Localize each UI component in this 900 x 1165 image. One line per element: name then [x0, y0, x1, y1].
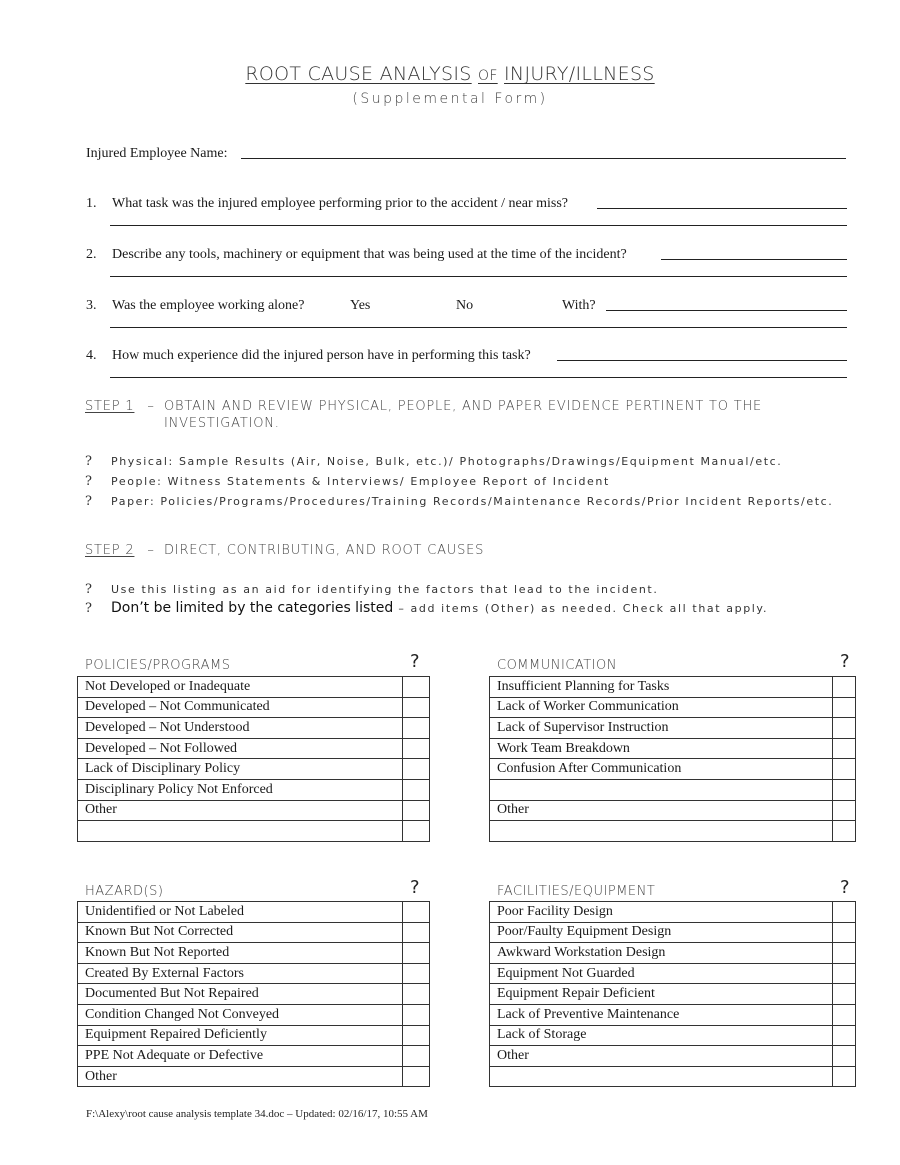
step1-bullet-paper: [85, 494, 833, 509]
row-label: Unidentified or Not Labeled: [78, 902, 403, 923]
step2-heading: [85, 543, 163, 558]
table-row: [490, 718, 856, 739]
bullet-emphasis-text: Don’t be limited by the categories listed: [111, 600, 394, 616]
row-label: Other: [490, 800, 833, 821]
table-row: [490, 697, 856, 718]
employee-name-field[interactable]: [241, 158, 846, 159]
q4-answer-line2[interactable]: [110, 377, 847, 378]
form-subtitle: (Supplemental Form): [352, 91, 548, 107]
bullet-text: Paper: Policies/Programs/Procedures/Training Records/Maintenance Records/Prior Incident Reports/etc.: [111, 495, 834, 508]
check-box[interactable]: [403, 738, 430, 759]
row-label: Known But Not Corrected: [78, 922, 403, 943]
check-box[interactable]: [833, 677, 856, 698]
hazards-table-body: [78, 902, 430, 1087]
q3-with-answer[interactable]: [606, 310, 847, 311]
table-row: [78, 718, 430, 739]
row-label: Insufficient Planning for Tasks: [490, 677, 833, 698]
communication-table-title: COMMUNICATION: [497, 658, 618, 673]
row-label: Other: [78, 800, 403, 821]
table-row: [490, 677, 856, 698]
table-row: [78, 922, 430, 943]
table-row: [78, 1046, 430, 1067]
form-title: [0, 63, 900, 85]
table-row: [78, 800, 430, 821]
title-part2: INJURY/ILLNESS: [504, 63, 655, 85]
step1-label: STEP 1: [85, 399, 135, 414]
table-row: [78, 902, 430, 923]
policies-check-column-mark: ?: [410, 651, 420, 672]
table-row: [78, 697, 430, 718]
check-box[interactable]: [833, 902, 856, 923]
row-label: Poor Facility Design: [490, 902, 833, 923]
row-label: Documented But Not Repaired: [78, 984, 403, 1005]
step1-text-line2: INVESTIGATION.: [164, 416, 280, 431]
q3-text: Was the employee working alone?: [112, 298, 305, 313]
row-label: Equipment Not Guarded: [490, 963, 833, 984]
check-box[interactable]: [833, 984, 856, 1005]
bullet-text: Physical: Sample Results (Air, Noise, Bulk, etc.)/ Photographs/Drawings/Equipment Manual/etc.: [111, 455, 783, 468]
bullet-text: People: Witness Statements & Interviews/ Employee Report of Incident: [111, 475, 610, 488]
hazards-table: [77, 901, 430, 1087]
row-label: Condition Changed Not Conveyed: [78, 1004, 403, 1025]
q3-number: 3.: [86, 298, 97, 313]
row-label: Developed – Not Followed: [78, 738, 403, 759]
check-box[interactable]: [403, 1025, 430, 1046]
check-box[interactable]: [403, 759, 430, 780]
table-row: [490, 800, 856, 821]
step2-text: DIRECT, CONTRIBUTING, AND ROOT CAUSES: [164, 543, 485, 558]
check-box[interactable]: [833, 922, 856, 943]
q1-number: 1.: [86, 196, 97, 211]
row-label: Developed – Not Communicated: [78, 697, 403, 718]
bullet-mark: ?: [85, 601, 92, 616]
communication-table: [489, 676, 856, 842]
table-row: [490, 984, 856, 1005]
q4-number: 4.: [86, 348, 97, 363]
check-box[interactable]: [833, 779, 856, 800]
table-row: [490, 759, 856, 780]
q2-text: Describe any tools, machinery or equipment that was being used at the time of the incident?: [112, 247, 627, 262]
footer-file-path: F:\Alexy\root cause analysis template 34.doc – Updated: 02/16/17, 10:55 AM: [86, 1108, 428, 1120]
table-row: [78, 1004, 430, 1025]
check-box[interactable]: [833, 738, 856, 759]
check-box[interactable]: [833, 1066, 856, 1087]
table-row: [490, 1066, 856, 1087]
q4-text: How much experience did the injured person have in performing this task?: [112, 348, 531, 363]
check-box[interactable]: [403, 718, 430, 739]
bullet-mark: ?: [85, 494, 92, 509]
table-row: [78, 963, 430, 984]
q1-text: What task was the injured employee performing prior to the accident / near miss?: [112, 196, 569, 211]
table-row: [78, 677, 430, 698]
row-label: Poor/Faulty Equipment Design: [490, 922, 833, 943]
row-label: Confusion After Communication: [490, 759, 833, 780]
table-row: [78, 738, 430, 759]
row-label: PPE Not Adequate or Defective: [78, 1046, 403, 1067]
step2-dash: –: [147, 543, 155, 558]
step1-dash: –: [147, 399, 155, 414]
table-row: [490, 821, 856, 842]
step1-bullet-people: [85, 474, 610, 489]
check-box[interactable]: [403, 779, 430, 800]
table-row: [490, 738, 856, 759]
bullet-mark: ?: [85, 474, 92, 489]
row-label: Equipment Repaired Deficiently: [78, 1025, 403, 1046]
check-box[interactable]: [833, 1046, 856, 1067]
facilities-table-title: FACILITIES/EQUIPMENT: [497, 884, 656, 899]
row-label: Lack of Disciplinary Policy: [78, 759, 403, 780]
check-box[interactable]: [833, 1004, 856, 1025]
q3-with-label: With?: [562, 298, 596, 313]
title-of: OF: [478, 68, 498, 84]
q3-answer-line2[interactable]: [110, 327, 847, 328]
table-row: [490, 1004, 856, 1025]
row-label: Work Team Breakdown: [490, 738, 833, 759]
check-box[interactable]: [403, 1066, 430, 1087]
table-row: [78, 779, 430, 800]
check-box[interactable]: [403, 1046, 430, 1067]
check-box[interactable]: [403, 963, 430, 984]
table-row: [78, 1025, 430, 1046]
step1-bullet-physical: [85, 454, 782, 469]
table-row: [490, 943, 856, 964]
step1-heading: [85, 399, 163, 414]
policies-table: [77, 676, 430, 842]
table-row: [490, 1025, 856, 1046]
table-row: [490, 1046, 856, 1067]
q2-answer-line1[interactable]: [661, 259, 847, 260]
bullet-text: Use this listing as an aid for identifying the factors that lead to the incident.: [111, 583, 659, 596]
q4-answer-line1[interactable]: [557, 360, 847, 361]
check-box[interactable]: [403, 922, 430, 943]
row-label: Lack of Supervisor Instruction: [490, 718, 833, 739]
communication-table-body: [490, 677, 856, 842]
q1-answer-line2[interactable]: [110, 225, 847, 226]
check-box[interactable]: [403, 677, 430, 698]
check-box[interactable]: [403, 800, 430, 821]
bullet-text: – add items (Other) as needed. Check all that apply.: [398, 602, 769, 615]
policies-table-title: POLICIES/PROGRAMS: [85, 658, 231, 673]
check-box[interactable]: [833, 1025, 856, 1046]
check-box[interactable]: [833, 800, 856, 821]
row-label: Lack of Preventive Maintenance: [490, 1004, 833, 1025]
table-row: [490, 779, 856, 800]
row-label: Equipment Repair Deficient: [490, 984, 833, 1005]
hazards-table-title: HAZARD(S): [85, 884, 164, 899]
facilities-table: [489, 901, 856, 1087]
table-row: [78, 821, 430, 842]
q2-number: 2.: [86, 247, 97, 262]
row-label: Not Developed or Inadequate: [78, 677, 403, 698]
row-label: Lack of Storage: [490, 1025, 833, 1046]
row-label: Disciplinary Policy Not Enforced: [78, 779, 403, 800]
row-label[interactable]: [78, 821, 403, 842]
row-label: Created By External Factors: [78, 963, 403, 984]
q3-yes-option[interactable]: Yes: [350, 298, 371, 313]
policies-table-body: [78, 677, 430, 842]
check-box[interactable]: [403, 821, 430, 842]
bullet-mark: ?: [85, 582, 92, 597]
check-box[interactable]: [833, 821, 856, 842]
employee-name-label: Injured Employee Name:: [86, 146, 228, 161]
table-row: [490, 922, 856, 943]
hazards-check-column-mark: ?: [410, 877, 420, 898]
table-row: [490, 902, 856, 923]
title-part1: ROOT CAUSE ANALYSIS: [245, 63, 472, 85]
facilities-check-column-mark: ?: [840, 877, 850, 898]
row-label: Lack of Worker Communication: [490, 697, 833, 718]
check-box[interactable]: [403, 943, 430, 964]
check-box[interactable]: [403, 902, 430, 923]
row-label: Developed – Not Understood: [78, 718, 403, 739]
row-label: Other: [78, 1066, 403, 1087]
table-row: [78, 759, 430, 780]
step2-bullet-1: [85, 582, 658, 597]
facilities-table-body: [490, 902, 856, 1087]
table-row: [490, 963, 856, 984]
check-box[interactable]: [833, 718, 856, 739]
q1-answer-line1[interactable]: [597, 208, 847, 209]
row-label[interactable]: [490, 821, 833, 842]
q2-answer-line2[interactable]: [110, 276, 847, 277]
check-box[interactable]: [833, 759, 856, 780]
row-label: Other: [490, 1046, 833, 1067]
check-box[interactable]: [403, 697, 430, 718]
step2-bullet-2: [85, 600, 768, 616]
step2-label: STEP 2: [85, 543, 135, 558]
check-box[interactable]: [833, 697, 856, 718]
table-row: [78, 1066, 430, 1087]
row-label[interactable]: [490, 779, 833, 800]
check-box[interactable]: [403, 984, 430, 1005]
check-box[interactable]: [833, 943, 856, 964]
step1-text-line1: OBTAIN AND REVIEW PHYSICAL, PEOPLE, AND PAPER EVIDENCE PERTINENT TO THE: [164, 399, 763, 414]
check-box[interactable]: [833, 963, 856, 984]
table-row: [78, 943, 430, 964]
check-box[interactable]: [403, 1004, 430, 1025]
row-label[interactable]: [490, 1066, 833, 1087]
communication-check-column-mark: ?: [840, 651, 850, 672]
row-label: Known But Not Reported: [78, 943, 403, 964]
bullet-mark: ?: [85, 454, 92, 469]
table-row: [78, 984, 430, 1005]
row-label: Awkward Workstation Design: [490, 943, 833, 964]
q3-no-option[interactable]: No: [456, 298, 474, 313]
